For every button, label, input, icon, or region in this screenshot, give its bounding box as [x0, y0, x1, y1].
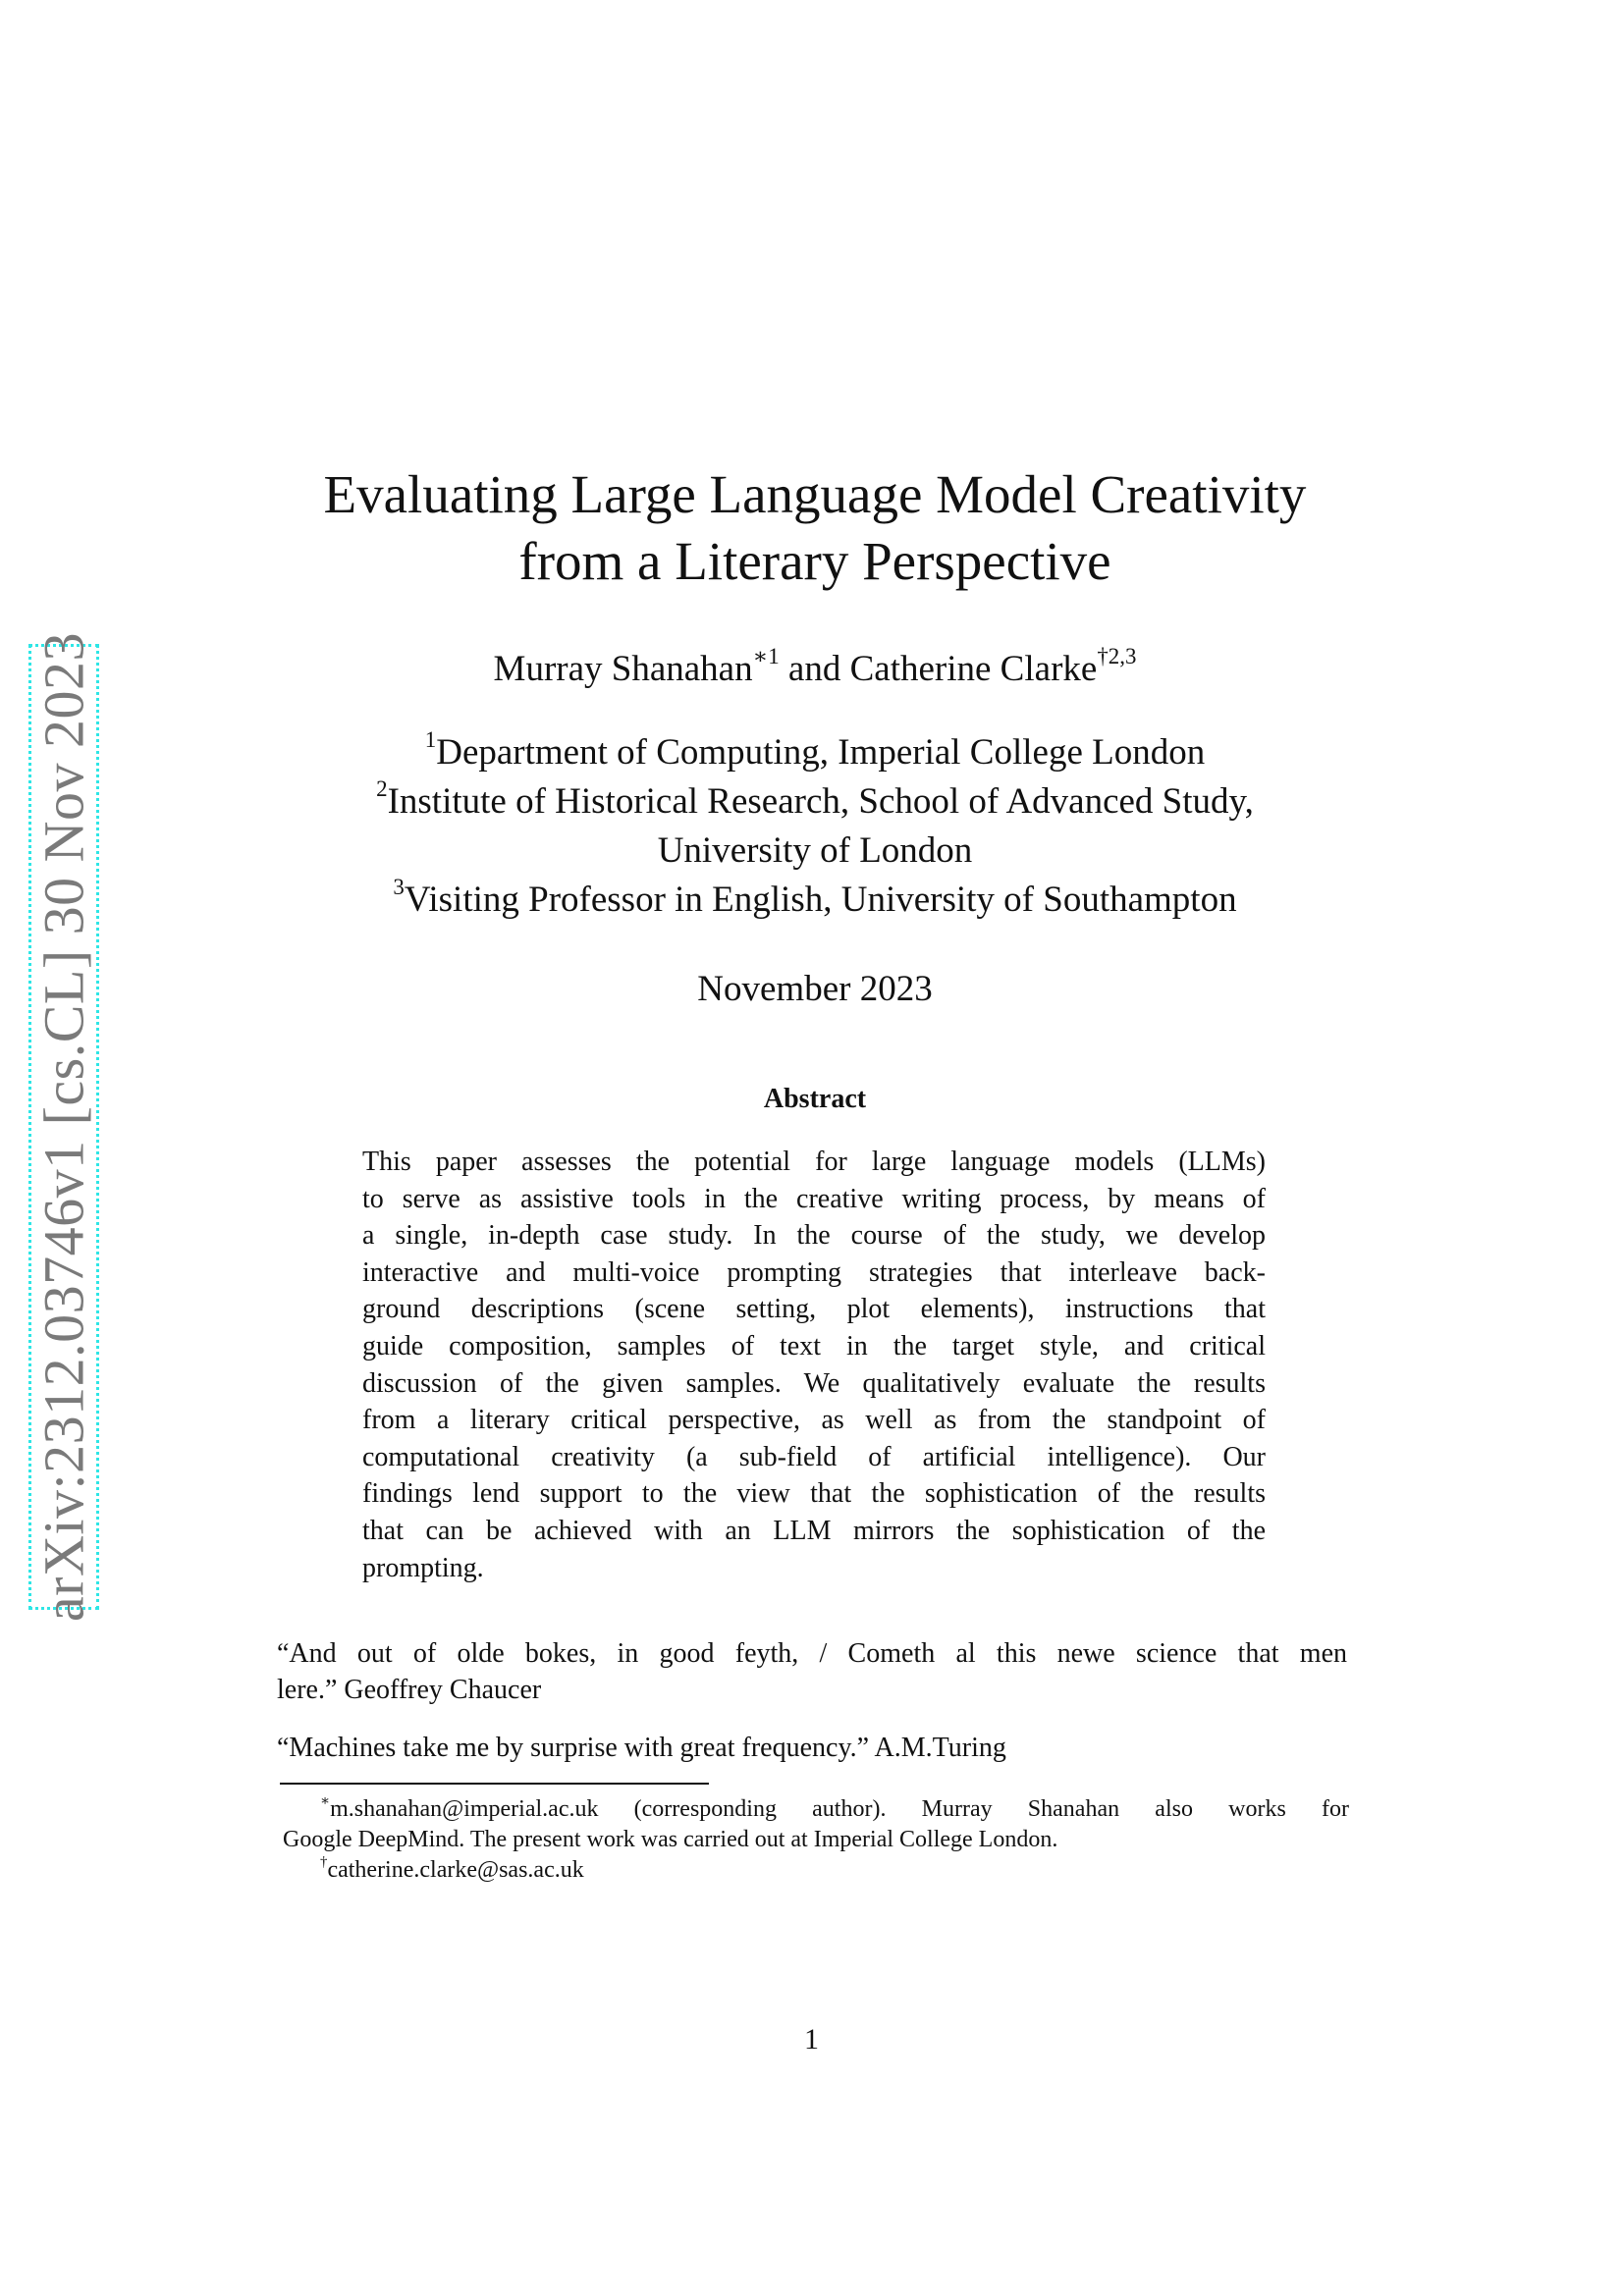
affiliations [226, 728, 1404, 925]
affiliation-mark: 2 [376, 775, 388, 801]
footnote-mark: † [320, 1853, 328, 1870]
affiliation-text: Visiting Professor in English, University of Southampton [404, 880, 1237, 920]
affiliation-mark: 3 [393, 874, 405, 899]
affiliation [226, 728, 1404, 777]
abstract-body [362, 1144, 1266, 1586]
author-mark: ∗1 [752, 643, 780, 668]
abstract-line: computational creativity (a sub-field of artificial intelligence). Our [362, 1441, 1266, 1472]
abstract-line: guide composition, samples of text in the target style, and critical [362, 1330, 1266, 1362]
author-list [226, 643, 1404, 691]
footnote-line [283, 1855, 1349, 1886]
title-line: from a Literary Perspective [518, 531, 1111, 591]
abstract-line: to serve as assistive tools in the creative writing process, by means of [362, 1183, 1266, 1214]
abstract-line: a single, in-depth case study. In the course of the study, we develop [362, 1220, 1266, 1252]
author-name: Catherine Clarke [849, 649, 1098, 689]
page-number: 1 [804, 2023, 819, 2056]
epigraph-chaucer [277, 1635, 1347, 1708]
affiliation [226, 876, 1404, 925]
publication-date: November 2023 [697, 969, 933, 1009]
abstract-line: This paper assesses the potential for large language models (LLMs) [362, 1147, 1266, 1177]
author-name: Murray Shanahan [493, 649, 753, 689]
title-line: Evaluating Large Language Model Creativity [323, 464, 1307, 524]
footnote-line [283, 1794, 1349, 1825]
paper-title [226, 461, 1404, 595]
footnote-mark: ∗ [320, 1792, 331, 1809]
footnote-line: Google DeepMind. The present work was carried out at Imperial College London. [283, 1827, 1058, 1852]
epigraph-line: lere.” Geoffrey Chaucer [277, 1675, 542, 1705]
footnote-rule [280, 1783, 709, 1785]
abstract-line: from a literary critical perspective, as well as from the standpoint of [362, 1405, 1266, 1436]
abstract-line: interactive and multi-voice prompting strategies that interleave back- [362, 1256, 1266, 1288]
abstract-line: ground descriptions (scene setting, plot elements), instructions that [362, 1294, 1266, 1325]
epigraph-line: “And out of olde bokes, in good feyth, / Cometh al this newe science that men [277, 1638, 1347, 1669]
abstract-line: findings lend support to the view that the sophistication of the results [362, 1478, 1266, 1510]
affiliation [226, 777, 1404, 876]
author-mark: †2,3 [1097, 643, 1137, 668]
abstract-heading: Abstract [763, 1084, 867, 1114]
affiliation-text: University of London [657, 830, 973, 871]
affiliation-text: Institute of Historical Research, School of Advanced Study, [387, 781, 1254, 822]
affiliation-mark: 1 [424, 726, 437, 752]
footnote-email[interactable]: catherine.clarke@sas.ac.uk [327, 1857, 584, 1883]
author-joiner: and [779, 649, 850, 689]
affiliation-text: Department of Computing, Imperial College London [436, 732, 1206, 773]
arxiv-stamp[interactable]: arXiv:2312.03746v1 [cs.CL] 30 Nov 2023 [31, 631, 96, 1623]
epigraph-line: “Machines take me by surprise with great frequency.” A.M.Turing [277, 1733, 1006, 1763]
footnote-text[interactable]: m.shanahan@imperial.ac.uk (corresponding author). Murray Shanahan also works for [330, 1796, 1349, 1822]
abstract-line: that can be achieved with an LLM mirrors the sophistication of the [362, 1515, 1266, 1546]
epigraph-turing [277, 1730, 1347, 1766]
abstract-line: prompting. [362, 1552, 484, 1583]
abstract-line: discussion of the given samples. We qualitatively evaluate the results [362, 1367, 1266, 1399]
footnotes [283, 1794, 1349, 1886]
